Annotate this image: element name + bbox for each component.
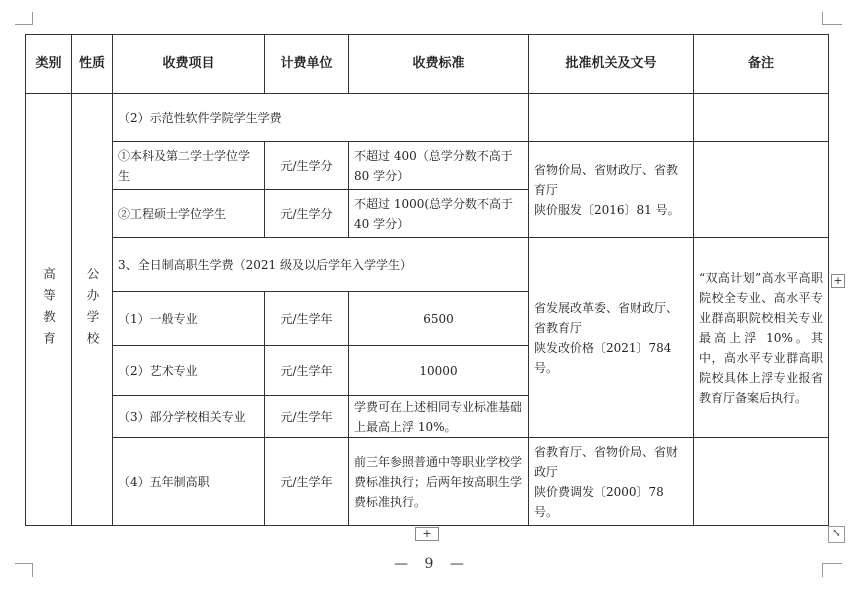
unit-cell: 元/生学分 — [265, 142, 349, 190]
crop-mark — [15, 24, 33, 25]
header-nature: 性质 — [72, 35, 113, 94]
header-item: 收费项目 — [113, 35, 265, 94]
crop-mark — [822, 12, 823, 25]
table-row — [26, 94, 829, 142]
fee-table — [25, 34, 829, 526]
section-title-vocational: 3、全日制高职生学费（2021 级及以后学年入学学生） — [113, 238, 529, 292]
expand-right-button[interactable]: + — [831, 274, 845, 288]
table-row — [26, 238, 829, 292]
header-standard: 收费标准 — [349, 35, 529, 94]
standard-cell: 前三年参照普通中等职业学校学费标准执行；后两年按高职生学费标准执行。 — [349, 438, 529, 526]
expand-bottom-button[interactable]: + — [415, 527, 439, 541]
item-cell: （4）五年制高职 — [113, 438, 265, 526]
unit-cell: 元/生学年 — [265, 438, 349, 526]
header-note: 备注 — [694, 35, 829, 94]
unit-cell: 元/生学分 — [265, 190, 349, 238]
item-cell: （1）一般专业 — [113, 292, 265, 346]
standard-cell: 6500 — [349, 292, 529, 346]
approval-cell: 省教育厅、省物价局、省财政厅 陕价费调发〔2000〕78 号。 — [529, 438, 694, 526]
approval-cell: 省发展改革委、省财政厅、省教育厅 陕发改价格〔2021〕784 号。 — [529, 238, 694, 438]
nature-cell: 公办学校 — [72, 94, 113, 526]
standard-cell: 不超过 1000(总学分数不高于 40 学分） — [349, 190, 529, 238]
unit-cell: 元/生学年 — [265, 396, 349, 438]
table-header-row — [26, 35, 829, 94]
table-row — [26, 438, 829, 526]
standard-cell: 不超过 400（总学分数不高于 80 学分） — [349, 142, 529, 190]
item-cell: （2）艺术专业 — [113, 346, 265, 396]
section-title-software: （2）示范性软件学院学生学费 — [113, 94, 529, 142]
header-approval: 批准机关及文号 — [529, 35, 694, 94]
item-cell: ②工程硕士学位学生 — [113, 190, 265, 238]
table-row — [26, 142, 829, 190]
standard-cell: 学费可在上述相同专业标准基础上最高上浮 10%。 — [349, 396, 529, 438]
crop-mark — [32, 12, 33, 25]
unit-cell: 元/生学年 — [265, 346, 349, 396]
item-cell: （3）部分学校相关专业 — [113, 396, 265, 438]
item-cell: ①本科及第二学士学位学生 — [113, 142, 265, 190]
table-resize-handle[interactable]: ⤡ — [828, 526, 845, 543]
header-unit: 计费单位 — [265, 35, 349, 94]
unit-cell: 元/生学年 — [265, 292, 349, 346]
note-cell: “双高计划”高水平高职院校全专业、高水平专业群高职院校相关专业最高上浮 10%。其中，高水平专业群高职院校具体上浮专业报省教育厅备案后执行。 — [694, 238, 829, 438]
approval-cell: 省物价局、省财政厅、省教育厅 陕价服发〔2016〕81 号。 — [529, 142, 694, 238]
header-category: 类别 — [26, 35, 72, 94]
category-cell: 高等教育 — [26, 94, 72, 526]
standard-cell: 10000 — [349, 346, 529, 396]
crop-mark — [822, 24, 842, 25]
page-number: — 9 — — [394, 556, 470, 572]
